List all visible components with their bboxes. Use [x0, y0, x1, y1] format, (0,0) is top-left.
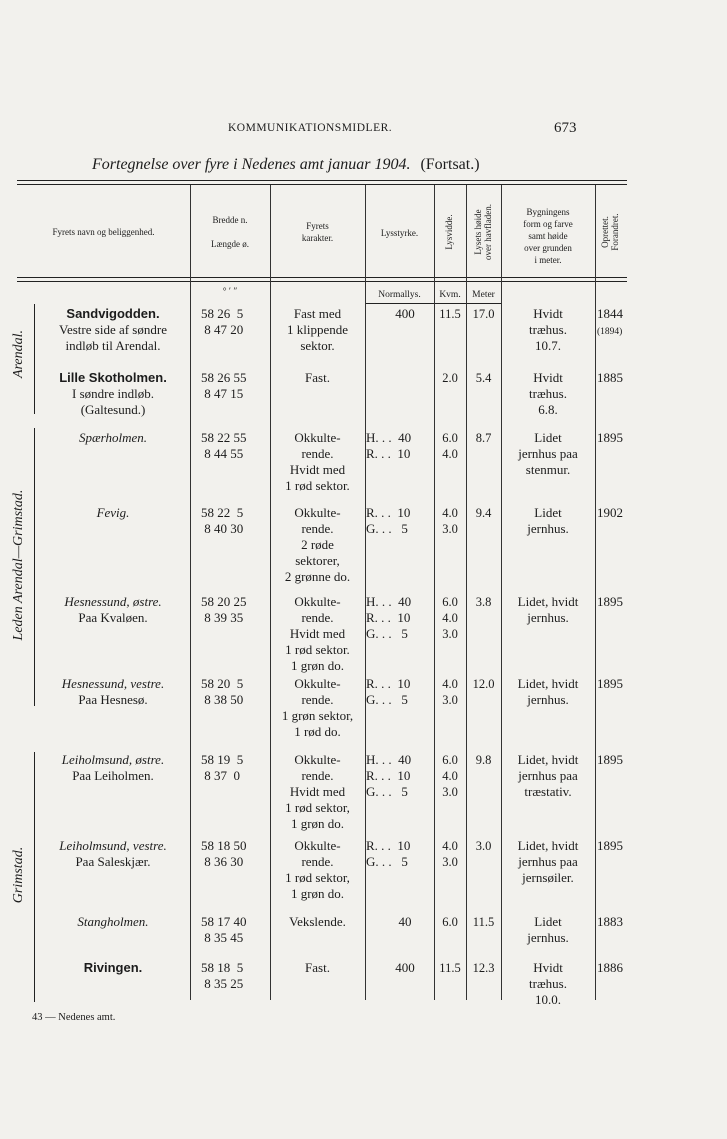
table-row-name: [38, 960, 188, 976]
building-line: Lidet: [534, 914, 562, 929]
col-header-name: Fyrets navn og beliggenhed.: [52, 227, 155, 237]
lighthouse-name: Hesnessund, østre.: [64, 594, 162, 609]
range-line: 4.0: [442, 677, 458, 691]
latitude: 58 18 5: [201, 960, 244, 975]
range-line: 4.0: [442, 769, 458, 783]
building: [501, 752, 595, 800]
building-line: Hvidt: [533, 370, 563, 385]
lighthouse-name: Sandvigodden.: [66, 306, 160, 321]
longitude: 8 35 45: [201, 930, 244, 945]
strength-line: G. . . 5: [366, 626, 408, 641]
title-main: Fortegnelse over fyre i Nedenes amt januar 1904.: [92, 156, 411, 173]
col-header-range: Lysvidde.: [444, 214, 454, 250]
building-line: træhus.: [529, 322, 567, 337]
year-established: 1895: [597, 752, 623, 767]
running-title: KOMMUNIKATIONSMIDLER.: [228, 122, 393, 134]
longitude: 8 39 35: [201, 610, 244, 625]
lighthouse-name: Fevig.: [96, 505, 130, 520]
char-line: Hvidt med: [289, 626, 346, 641]
col-header-coord: [190, 214, 270, 250]
char-line: Fast med: [293, 306, 342, 321]
char-line: Okkulte-: [294, 752, 341, 767]
strength-line: R. . . 10: [366, 768, 411, 783]
building-line: 10.7.: [535, 338, 561, 353]
char-line: 1 rød sektor,: [285, 870, 350, 885]
location-line: (Galtesund.): [80, 402, 146, 417]
light-height: 12.0: [472, 677, 495, 691]
char-line: rende.: [301, 521, 334, 536]
light-height: 8.7: [475, 431, 492, 445]
unit-degrees: ° ′ ″: [222, 287, 238, 297]
col-header-building-1: Bygningens: [526, 207, 570, 217]
light-character: [270, 838, 365, 902]
building-line: Lidet: [534, 505, 562, 520]
year-established: 1886: [597, 960, 623, 975]
lighthouse-name: Leiholmsund, østre.: [61, 752, 165, 767]
char-line: rende.: [301, 768, 334, 783]
building-line: jernsøiler.: [522, 870, 574, 885]
latitude: 58 26 55: [201, 370, 247, 385]
longitude: 8 44 55: [201, 446, 244, 461]
table-row-name: [38, 676, 188, 708]
coordinates: [201, 914, 247, 946]
lighthouse-name: Hesnessund, vestre.: [61, 676, 165, 691]
col-header-building-2: form og farve: [523, 219, 573, 229]
longitude: 8 47 20: [201, 322, 244, 337]
light-character: [270, 752, 365, 832]
building: [501, 505, 595, 537]
location-line: I søndre indløb.: [72, 386, 154, 401]
year-established: 1902: [597, 505, 623, 520]
light-range: [434, 752, 466, 800]
lighthouse-name: Lille Skotholmen.: [59, 370, 167, 385]
col-header-character: [270, 220, 365, 244]
table-row-name: [38, 838, 188, 870]
table-row-name: [38, 306, 188, 354]
longitude: 8 47 15: [201, 386, 244, 401]
strength-line: 400: [366, 960, 415, 975]
latitude: 58 26 5: [201, 306, 244, 321]
char-line: rende.: [301, 446, 334, 461]
light-character: [270, 594, 365, 674]
year: [597, 752, 623, 768]
year-established: 1885: [597, 370, 623, 385]
coordinates: [201, 505, 243, 537]
range-line: 11.5: [439, 307, 461, 321]
col-header-longitude: Længde ø.: [211, 239, 249, 249]
char-line: 1 grøn do.: [290, 886, 345, 901]
col-header-building-3: samt høide: [528, 231, 568, 241]
building-line: jernhus paa: [518, 768, 578, 783]
char-line: 2 grønne do.: [284, 569, 351, 584]
building-line: træhus.: [529, 386, 567, 401]
building-line: træhus.: [529, 976, 567, 991]
latitude: 58 17 40: [201, 914, 247, 929]
char-line: Okkulte-: [294, 676, 341, 691]
year: [597, 960, 623, 976]
light-range: [434, 306, 466, 322]
coordinates: [201, 370, 247, 402]
location-line: Paa Saleskjær.: [75, 854, 151, 869]
building-line: Hvidt: [533, 306, 563, 321]
region-grimstad: Grimstad.: [11, 846, 26, 904]
year: [597, 505, 623, 521]
coordinates: [201, 838, 247, 870]
range-line: 4.0: [442, 839, 458, 853]
building-line: Hvidt: [533, 960, 563, 975]
building-line: Lidet, hvidt: [517, 838, 579, 853]
light-strength: [366, 430, 411, 462]
table-top-rule-2: [17, 184, 627, 185]
unit-meter: Meter: [472, 290, 495, 300]
char-line: 1 klippende: [286, 322, 348, 337]
light-character: [270, 676, 365, 740]
table-row-name: [38, 505, 188, 521]
light-range: [434, 430, 466, 462]
col-header-height: [473, 182, 495, 282]
building-line: Lidet, hvidt: [517, 594, 579, 609]
lighthouse-name: Stangholmen.: [77, 914, 149, 929]
light-range: [434, 838, 466, 870]
title-continued: (Fortsat.): [420, 156, 480, 173]
year-established: 1895: [597, 838, 623, 853]
coordinates: [201, 594, 247, 626]
region-arendal: Arendal.: [11, 329, 26, 379]
range-line: 3.0: [442, 693, 458, 707]
light-range: [434, 676, 466, 708]
building-line: Lidet, hvidt: [517, 676, 579, 691]
range-line: 4.0: [442, 447, 458, 461]
char-line: rende.: [301, 854, 334, 869]
char-line: Hvidt med: [289, 784, 346, 799]
light-height: 9.8: [475, 753, 492, 767]
light-character: [270, 430, 365, 494]
latitude: 58 22 5: [201, 505, 244, 520]
strength-line: G. . . 5: [366, 784, 408, 799]
year-established: 1895: [597, 430, 623, 445]
strength-line: H. . . 40: [366, 594, 412, 609]
longitude: 8 35 25: [201, 976, 244, 991]
latitude: 58 19 5: [201, 752, 244, 767]
year: [597, 430, 623, 446]
building-line: jernhus paa: [518, 854, 578, 869]
longitude: 8 38 50: [201, 692, 244, 707]
light-height: 3.0: [475, 839, 492, 853]
year-established: 1883: [597, 914, 623, 929]
building: [501, 838, 595, 886]
building-line: stenmur.: [525, 462, 571, 477]
col-header-character-1: Fyrets: [306, 221, 329, 231]
location-line: Paa Leiholmen.: [72, 768, 154, 783]
table-row-name: [38, 914, 188, 930]
coordinates: [201, 960, 243, 992]
table-top-rule: [17, 180, 627, 181]
light-strength: [366, 960, 415, 976]
latitude: 58 18 50: [201, 838, 247, 853]
range-line: 4.0: [442, 506, 458, 520]
light-height: 11.5: [472, 915, 495, 929]
light-character: [270, 960, 365, 976]
strength-line: R. . . 10: [366, 676, 411, 691]
strength-line: 40: [366, 914, 412, 929]
year-changed: (1894): [597, 327, 623, 337]
building-line: jernhus.: [527, 692, 569, 707]
light-height: 3.8: [475, 595, 492, 609]
char-line: sektorer,: [295, 553, 340, 568]
col-header-character-2: karakter.: [301, 233, 334, 243]
range-line: 4.0: [442, 611, 458, 625]
building: [501, 914, 595, 946]
range-line: 3.0: [442, 855, 458, 869]
col-header-height-2: over havfladen.: [483, 204, 493, 260]
col-header-building-5: i meter.: [534, 255, 562, 265]
light-strength: [366, 594, 411, 642]
light-character: [270, 306, 365, 354]
unit-kvm: Kvm.: [439, 290, 461, 300]
range-line: 6.0: [442, 753, 458, 767]
char-line: sektor.: [300, 338, 335, 353]
building-line: jernhus.: [527, 521, 569, 536]
strength-line: H. . . 40: [366, 752, 412, 767]
light-character: [270, 505, 365, 585]
strength-line: G. . . 5: [366, 692, 408, 707]
range-line: 2.0: [442, 371, 458, 385]
char-line: Vekslende.: [289, 914, 346, 929]
strength-line: G. . . 5: [366, 854, 408, 869]
char-line: 1 rød sektor.: [285, 478, 350, 493]
light-height: 5.4: [475, 371, 492, 385]
char-line: Hvidt med: [289, 462, 346, 477]
lighthouse-name: Rivingen.: [83, 960, 143, 975]
coordinates: [201, 676, 243, 708]
longitude: 8 40 30: [201, 521, 244, 536]
region-leden: Leden Arendal—Grimstad.: [11, 489, 26, 641]
table-row-name: [38, 370, 188, 418]
strength-line: G. . . 5: [366, 521, 408, 536]
table-row-name: [38, 430, 188, 446]
range-line: 3.0: [442, 785, 458, 799]
latitude: 58 20 5: [201, 676, 244, 691]
light-range: [434, 914, 466, 930]
strength-line: R. . . 10: [366, 446, 411, 461]
year: [597, 370, 623, 386]
char-line: 1 grøn do.: [290, 816, 345, 831]
light-height: 9.4: [475, 506, 492, 520]
page-number: 673: [554, 120, 577, 136]
page-title: [92, 156, 480, 174]
lighthouse-name: Leiholmsund, vestre.: [59, 838, 167, 853]
building-line: jernhus.: [527, 610, 569, 625]
strength-line: R. . . 10: [366, 610, 411, 625]
coordinates: [201, 430, 247, 462]
building-line: jernhus.: [527, 930, 569, 945]
table-row-name: [38, 752, 188, 784]
brace-leden: [34, 428, 35, 706]
char-line: Okkulte-: [294, 838, 341, 853]
light-strength: [366, 306, 415, 322]
longitude: 8 37 0: [201, 768, 240, 783]
char-line: Okkulte-: [294, 430, 341, 445]
header-bottom-rule-2: [17, 281, 627, 282]
strength-line: H. . . 40: [366, 430, 412, 445]
light-strength: [366, 752, 411, 800]
light-range: [434, 370, 466, 386]
building-line: 10.0.: [535, 992, 561, 1007]
year-established: 1895: [597, 594, 623, 609]
brace-grimstad: [34, 752, 35, 1002]
char-line: rende.: [301, 610, 334, 625]
col-rule-1: [190, 185, 191, 1000]
char-line: 1 grøn do.: [290, 658, 345, 673]
col-header-year: [600, 192, 622, 272]
coordinates: [201, 752, 243, 784]
char-line: Okkulte-: [294, 505, 341, 520]
range-line: 3.0: [442, 522, 458, 536]
range-line: 6.0: [442, 595, 458, 609]
range-line: 6.0: [442, 431, 458, 445]
col-header-strength: Lysstyrke.: [380, 228, 419, 238]
building-line: træstativ.: [524, 784, 572, 799]
light-range: [434, 960, 466, 976]
building: [501, 594, 595, 626]
col-header-year-2: Forandret.: [610, 213, 620, 251]
char-line: 1 grøn sektor,: [281, 708, 354, 723]
col-header-latitude: Bredde n.: [212, 215, 248, 225]
building-line: jernhus paa: [518, 446, 578, 461]
table-row-name: [38, 594, 188, 626]
building: [501, 430, 595, 478]
light-character: [270, 370, 365, 386]
brace-arendal: [34, 304, 35, 414]
building: [501, 306, 595, 354]
footer-signature: 43 — Nedenes amt.: [32, 1012, 116, 1023]
col-header-height-1: Lysets høide: [473, 209, 483, 255]
building-line: Lidet, hvidt: [517, 752, 579, 767]
char-line: 1 rød sektor,: [285, 800, 350, 815]
year-established: 1895: [597, 676, 623, 691]
char-line: 1 rød do.: [294, 724, 341, 739]
location-line: indløb til Arendal.: [65, 338, 161, 353]
char-line: Okkulte-: [294, 594, 341, 609]
year: [597, 838, 623, 854]
light-height: 17.0: [472, 307, 495, 321]
light-height: 12.3: [472, 961, 495, 975]
char-line: Fast.: [305, 370, 330, 385]
building: [501, 676, 595, 708]
light-strength: [366, 914, 412, 930]
char-line: 2 røde: [301, 537, 334, 552]
col-rule-7: [595, 185, 596, 1000]
lighthouse-name: Spærholmen.: [78, 430, 147, 445]
col-header-building: [501, 206, 595, 266]
col-header-building-4: over grunden: [524, 243, 572, 253]
light-range: [434, 594, 466, 642]
char-line: Fast.: [305, 960, 330, 975]
char-line: 1 rød sektor.: [285, 642, 350, 657]
strength-line: R. . . 10: [366, 838, 411, 853]
location-line: Paa Hesnesø.: [78, 692, 148, 707]
latitude: 58 22 55: [201, 430, 247, 445]
year: [597, 676, 623, 692]
year: [597, 306, 623, 340]
header-bottom-rule: [17, 277, 627, 278]
range-line: 6.0: [442, 915, 458, 929]
building-line: 6.8.: [538, 402, 558, 417]
range-line: 11.5: [439, 961, 461, 975]
location-line: Vestre side af søndre: [59, 322, 167, 337]
year-established: 1844: [597, 306, 623, 321]
range-line: 3.0: [442, 627, 458, 641]
year: [597, 594, 623, 610]
longitude: 8 36 30: [201, 854, 244, 869]
light-strength: [366, 505, 410, 537]
location-line: Paa Kvaløen.: [78, 610, 148, 625]
units-rule: [365, 303, 501, 304]
light-character: [270, 914, 365, 930]
building-line: Lidet: [534, 430, 562, 445]
char-line: rende.: [301, 692, 334, 707]
unit-normallys: Normallys.: [378, 290, 421, 300]
year: [597, 914, 623, 930]
strength-line: R. . . 10: [366, 505, 411, 520]
building: [501, 960, 595, 1008]
strength-line: 400: [366, 306, 415, 321]
coordinates: [201, 306, 243, 338]
col-header-year-1: Oprettet.: [600, 216, 610, 248]
latitude: 58 20 25: [201, 594, 247, 609]
light-strength: [366, 676, 410, 708]
light-range: [434, 505, 466, 537]
light-strength: [366, 838, 410, 870]
building: [501, 370, 595, 418]
